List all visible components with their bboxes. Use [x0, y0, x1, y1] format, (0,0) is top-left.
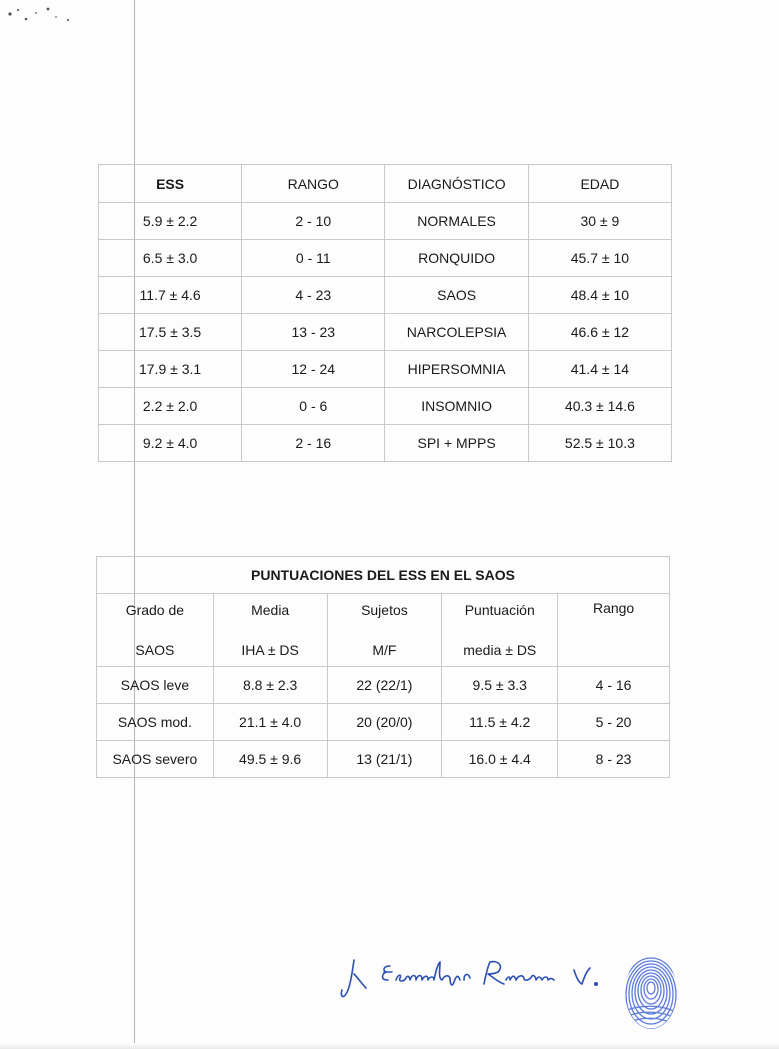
ess-diagnosis-table	[98, 164, 672, 462]
cell-puntuacion: 16.0 ± 4.4	[442, 741, 558, 778]
table-row	[99, 388, 672, 425]
header-sujetos-line2: M/F	[372, 642, 397, 658]
cell-ess: 5.9 ± 2.2	[99, 203, 242, 240]
cell-sujetos: 20 (20/0)	[327, 704, 442, 741]
saos-scores-table	[96, 556, 670, 778]
cell-grado: SAOS severo	[97, 741, 214, 778]
cell-rango: 13 - 23	[242, 314, 385, 351]
cell-rango: 5 - 20	[558, 704, 670, 741]
cell-rango: 0 - 11	[242, 240, 385, 277]
table-header-row	[97, 594, 670, 667]
cell-media: 21.1 ± 4.0	[213, 704, 327, 741]
scan-specks	[4, 4, 76, 26]
cell-edad: 46.6 ± 12	[528, 314, 671, 351]
cell-diagnostico: RONQUIDO	[385, 240, 528, 277]
scan-bottom-edge	[0, 1043, 779, 1049]
header-diagnostico: DIAGNÓSTICO	[385, 165, 528, 203]
margin-rule	[134, 0, 135, 1049]
cell-media: 49.5 ± 9.6	[213, 741, 327, 778]
cell-ess: 17.9 ± 3.1	[99, 351, 242, 388]
fingerprint-mark	[622, 952, 680, 1032]
cell-diagnostico: NARCOLEPSIA	[385, 314, 528, 351]
cell-ess: 9.2 ± 4.0	[99, 425, 242, 462]
cell-ess: 2.2 ± 2.0	[99, 388, 242, 425]
table-header-row	[99, 165, 672, 203]
header-puntuacion-line1: Puntuación	[464, 602, 535, 618]
cell-rango: 8 - 23	[558, 741, 670, 778]
table-row	[99, 277, 672, 314]
table-title-row	[97, 557, 670, 594]
header-grado-line2: SAOS	[135, 642, 175, 658]
cell-edad: 30 ± 9	[528, 203, 671, 240]
cell-ess: 11.7 ± 4.6	[99, 277, 242, 314]
cell-grado: SAOS leve	[97, 667, 214, 704]
cell-rango: 4 - 23	[242, 277, 385, 314]
table-row	[99, 351, 672, 388]
cell-edad: 48.4 ± 10	[528, 277, 671, 314]
cell-rango: 4 - 16	[558, 667, 670, 704]
table-row	[97, 704, 670, 741]
handwritten-signature	[338, 944, 606, 1008]
cell-puntuacion: 9.5 ± 3.3	[442, 667, 558, 704]
table-row	[99, 425, 672, 462]
header-puntuacion	[442, 594, 558, 667]
header-sujetos-line1: Sujetos	[361, 602, 408, 618]
header-media	[213, 594, 327, 667]
cell-sujetos: 22 (22/1)	[327, 667, 442, 704]
cell-rango: 0 - 6	[242, 388, 385, 425]
table-row	[97, 741, 670, 778]
cell-ess: 6.5 ± 3.0	[99, 240, 242, 277]
header-media-line2: IHA ± DS	[241, 642, 299, 658]
cell-edad: 41.4 ± 14	[528, 351, 671, 388]
table-row	[99, 240, 672, 277]
cell-rango: 2 - 16	[242, 425, 385, 462]
cell-media: 8.8 ± 2.3	[213, 667, 327, 704]
header-media-line1: Media	[251, 602, 290, 618]
header-rango: RANGO	[242, 165, 385, 203]
table-title: PUNTUACIONES DEL ESS EN EL SAOS	[97, 557, 670, 594]
header-sujetos	[327, 594, 442, 667]
cell-rango: 12 - 24	[242, 351, 385, 388]
cell-diagnostico: INSOMNIO	[385, 388, 528, 425]
cell-rango: 2 - 10	[242, 203, 385, 240]
cell-sujetos: 13 (21/1)	[327, 741, 442, 778]
header-grado-line1: Grado de	[125, 602, 185, 618]
cell-edad: 40.3 ± 14.6	[528, 388, 671, 425]
cell-diagnostico: NORMALES	[385, 203, 528, 240]
header-puntuacion-line2: media ± DS	[463, 642, 537, 658]
cell-edad: 52.5 ± 10.3	[528, 425, 671, 462]
header-ess: ESS	[99, 165, 242, 203]
header-rango: Rango	[558, 594, 670, 667]
table-row	[97, 667, 670, 704]
cell-diagnostico: SAOS	[385, 277, 528, 314]
cell-puntuacion: 11.5 ± 4.2	[442, 704, 558, 741]
cell-diagnostico: SPI + MPPS	[385, 425, 528, 462]
header-grado	[97, 594, 214, 667]
table-row	[99, 203, 672, 240]
table-row	[99, 314, 672, 351]
cell-edad: 45.7 ± 10	[528, 240, 671, 277]
cell-grado: SAOS mod.	[97, 704, 214, 741]
header-edad: EDAD	[528, 165, 671, 203]
cell-ess: 17.5 ± 3.5	[99, 314, 242, 351]
cell-diagnostico: HIPERSOMNIA	[385, 351, 528, 388]
